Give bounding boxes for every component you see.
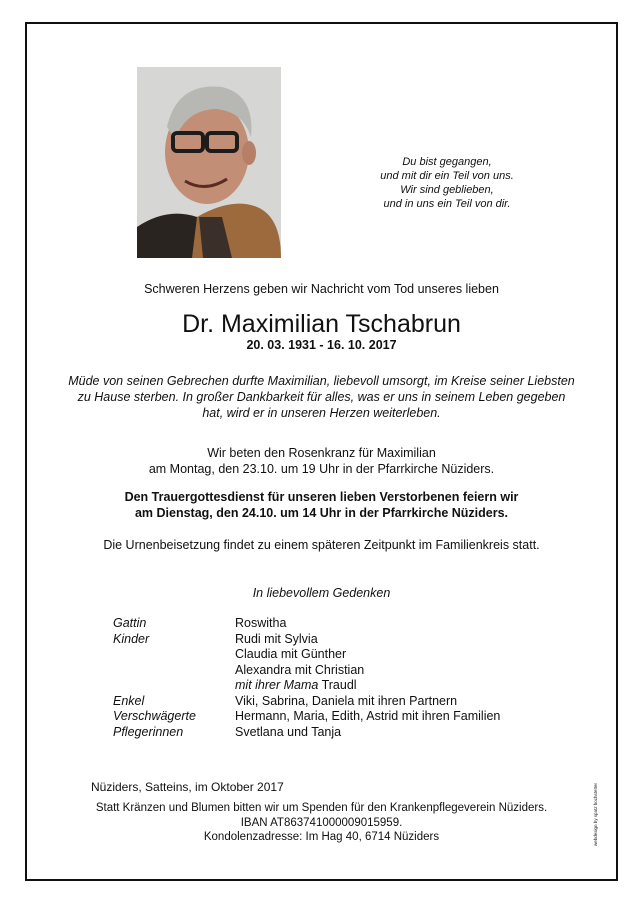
- rosary-paragraph: [27, 445, 616, 477]
- funeral-service-paragraph: [27, 489, 616, 521]
- place-and-date: Nüziders, Satteins, im Oktober 2017: [91, 780, 284, 794]
- farewell-line: zu Hause sterben. In großer Dankbarkeit für alles, was er uns in seinem Leben gegeben: [77, 390, 566, 404]
- urn-burial-note: Die Urnenbeisetzung findet zu einem späteren Zeitpunkt im Familienkreis statt.: [103, 538, 540, 552]
- family-role: Enkel: [113, 693, 145, 708]
- family-names: Hermann, Maria, Edith, Astrid mit ihren Familien: [235, 709, 501, 723]
- family-names: [235, 678, 357, 694]
- farewell-line: hat, wird er in unseren Herzen weiterleben.: [202, 406, 441, 420]
- family-names: Claudia mit Günther: [235, 647, 347, 661]
- family-row: [113, 678, 500, 694]
- family-role: [113, 647, 235, 663]
- funeral-line: Den Trauergottesdienst für unseren lieben Verstorbenen feiern wir: [124, 490, 519, 504]
- intro-text: Schweren Herzens geben wir Nachricht vom Tod unseres lieben: [144, 282, 499, 296]
- family-names: Viki, Sabrina, Daniela mit ihren Partnern: [235, 693, 458, 708]
- family-row: [113, 725, 500, 741]
- family-role: [113, 663, 235, 679]
- family-row: [113, 709, 500, 725]
- poem-line: und mit dir ein Teil von uns.: [380, 170, 514, 182]
- family-role: Verschwägerte: [113, 709, 196, 723]
- family-row: [113, 632, 500, 648]
- family-row: [113, 647, 500, 663]
- poem: [352, 155, 542, 211]
- portrait-photo: [137, 67, 281, 258]
- family-role: Pflegerinnen: [113, 724, 184, 739]
- poem-line: Wir sind geblieben,: [400, 184, 494, 196]
- farewell-line: Müde von seinen Gebrechen durfte Maximilian, liebevoll umsorgt, im Kreise seiner Liebsten: [68, 374, 575, 388]
- poem-line: Du bist gegangen,: [402, 156, 492, 168]
- funeral-line: am Dienstag, den 24.10. um 14 Uhr in der Pfarrkirche Nüziders.: [134, 506, 509, 520]
- obituary-card: [25, 22, 618, 881]
- family-row: [113, 694, 500, 710]
- family-list: [113, 616, 500, 740]
- family-row: [113, 616, 500, 632]
- farewell-paragraph: [27, 373, 616, 421]
- family-row: [113, 663, 500, 679]
- footer-line: Kondolenzadresse: Im Hag 40, 6714 Nüziders: [203, 831, 440, 843]
- life-dates: 20. 03. 1931 - 16. 10. 2017: [246, 338, 397, 352]
- deceased-name: Dr. Maximilian Tschabrun: [182, 310, 461, 338]
- donation-footer: [27, 801, 616, 845]
- family-names-plain: Traudl: [321, 678, 357, 692]
- rosary-line: am Montag, den 23.10. um 19 Uhr in der Pfarrkirche Nüziders.: [148, 462, 495, 476]
- family-names: Alexandra mit Christian: [235, 662, 365, 677]
- rosary-line: Wir beten den Rosenkranz für Maximilian: [207, 446, 436, 460]
- family-names: Roswitha: [235, 616, 287, 630]
- family-names-italic: mit ihrer Mama: [235, 678, 319, 692]
- memorial-heading: In liebevollem Gedenken: [252, 586, 391, 600]
- footer-line: Statt Kränzen und Blumen bitten wir um Spenden für den Krankenpflegeverein Nüziders.: [95, 802, 548, 814]
- family-role: Gattin: [113, 616, 147, 630]
- family-names: Rudi mit Sylvia: [235, 631, 318, 646]
- family-role: [113, 678, 235, 694]
- design-credit: webdesign by spatz hochstetter: [593, 782, 598, 846]
- family-role: Kinder: [113, 631, 150, 646]
- family-names: Svetlana und Tanja: [235, 724, 342, 739]
- footer-line: IBAN AT863741000009015959.: [240, 816, 403, 829]
- poem-line: und in uns ein Teil von dir.: [383, 198, 511, 210]
